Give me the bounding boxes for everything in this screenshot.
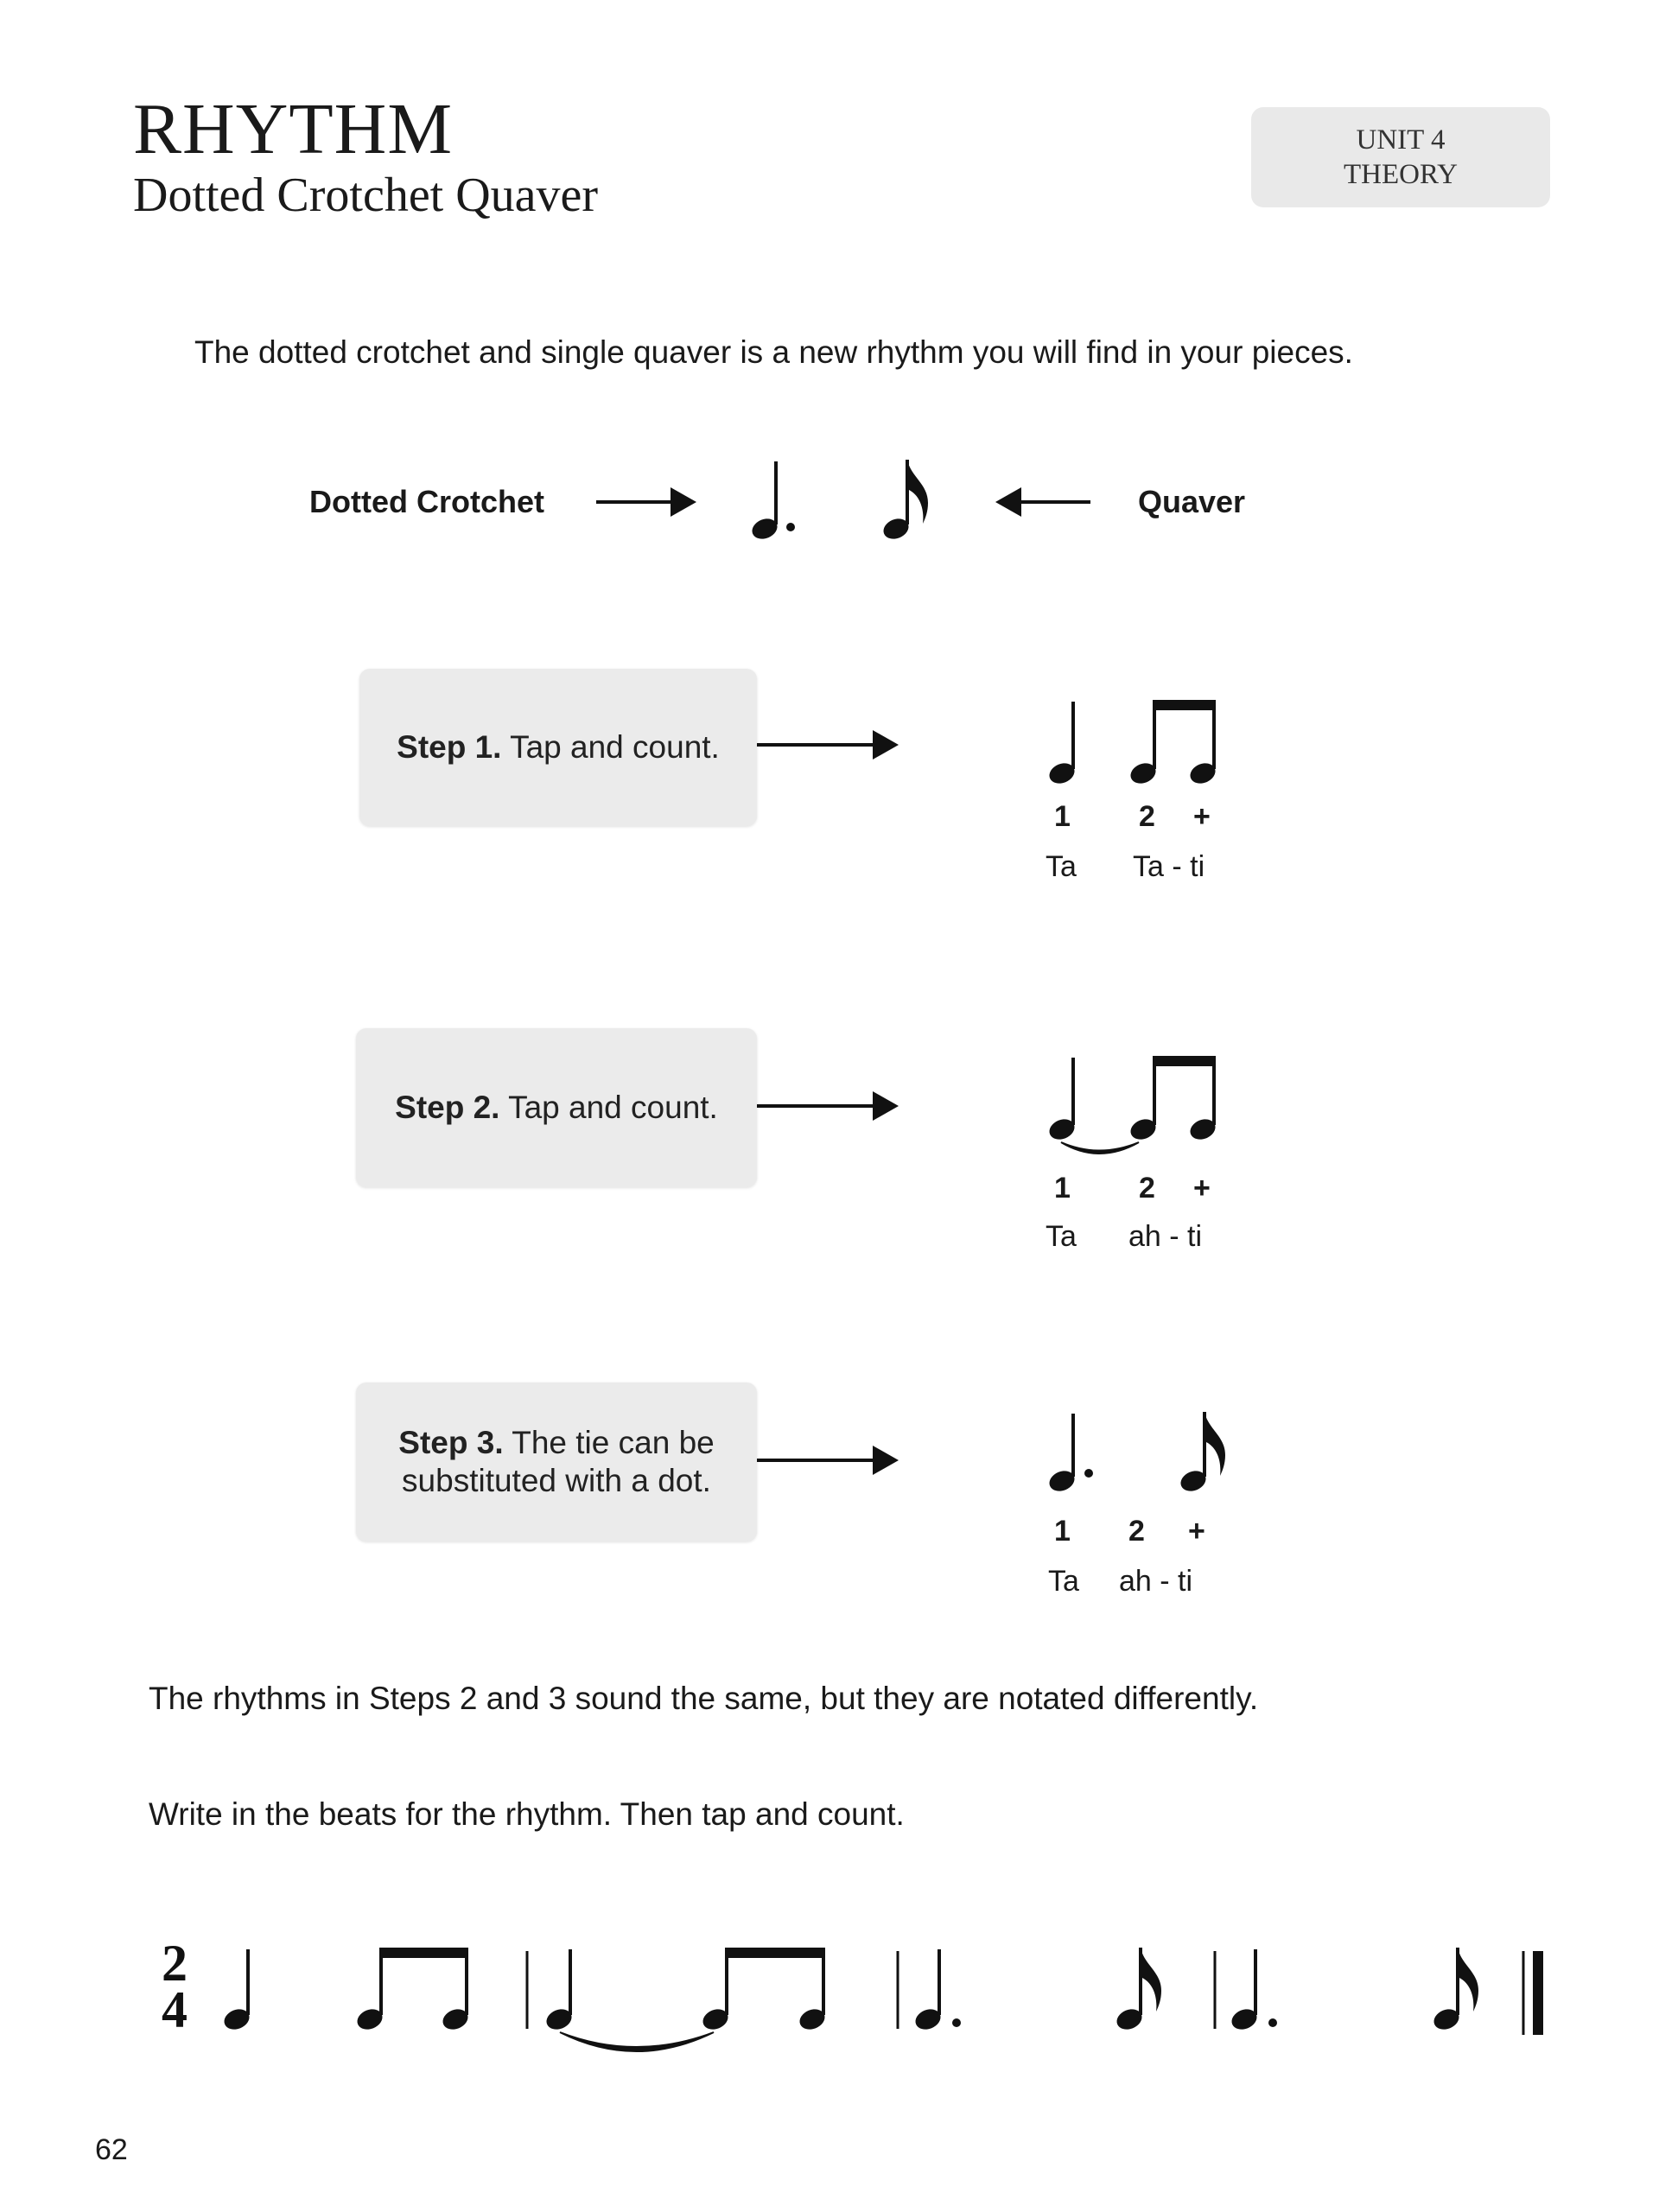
dotted-crotchet-note-icon [749,461,795,543]
step-3-count-2: 2 [1128,1515,1145,1548]
step-2-syllable-1: Ta [1046,1220,1077,1253]
step-3-rhythm [1046,1412,1225,1495]
step-1-text: Tap and count. [510,729,720,765]
step-2-title: Step 2. [395,1090,500,1125]
step-1-count-1: 1 [1054,800,1071,833]
section-label: THEORY [1344,159,1458,190]
step-1-arrow-icon [757,730,899,760]
step-3-text-line2: substituted with a dot. [402,1463,711,1498]
step-3-syllable-2: ah - ti [1119,1565,1193,1598]
step-3-count-1: 1 [1054,1515,1071,1548]
step-3-title: Step 3. [398,1425,504,1460]
same-sound-text: The rhythms in Steps 2 and 3 sound the same, but they are notated differently. [149,1681,1259,1716]
quaver-label: Quaver [1138,484,1246,519]
page-title: RHYTHM [133,89,454,169]
step-1-count-2: 2 [1139,800,1155,833]
page-subtitle: Dotted Crotchet Quaver [133,168,599,222]
step-3-text-line1: The tie can be [512,1425,715,1460]
step-3-count-and: + [1188,1515,1205,1548]
step-3-syllable-1: Ta [1048,1565,1079,1598]
time-signature-top: 2 [162,1935,188,1992]
page-number: 62 [95,2133,128,2166]
step-1-syllable-1: Ta [1046,850,1077,883]
step-2-tie [1061,1142,1139,1154]
step-3-arrow-icon [757,1446,899,1475]
final-barline-thick [1533,1951,1543,2035]
time-signature-bottom: 4 [162,1981,188,2038]
arrow-right-icon [596,487,696,517]
quaver-note-icon [880,460,928,543]
step-2-count-2: 2 [1139,1172,1155,1205]
exercise-rhythm [162,1935,1543,2051]
step-2-rhythm [1046,1056,1218,1154]
dotted-crotchet-label: Dotted Crotchet [309,484,544,519]
step-1-title: Step 1. [397,729,502,765]
step-2-count-1: 1 [1054,1172,1071,1205]
step-1-rhythm [1046,700,1218,787]
step-2-syllable-2: ah - ti [1128,1220,1203,1253]
arrow-left-icon [995,487,1090,517]
step-2-count-and: + [1193,1172,1211,1205]
step-2-text: Tap and count. [508,1090,718,1125]
step-1-count-and: + [1193,800,1211,833]
step-2-arrow-icon [757,1091,899,1121]
unit-label: UNIT 4 [1356,124,1446,156]
exercise-instruction: Write in the beats for the rhythm. Then tap and count. [149,1796,905,1832]
intro-text: The dotted crotchet and single quaver is a new rhythm you will find in your pieces. [194,334,1353,370]
step-1-syllable-2: Ta - ti [1133,850,1205,883]
